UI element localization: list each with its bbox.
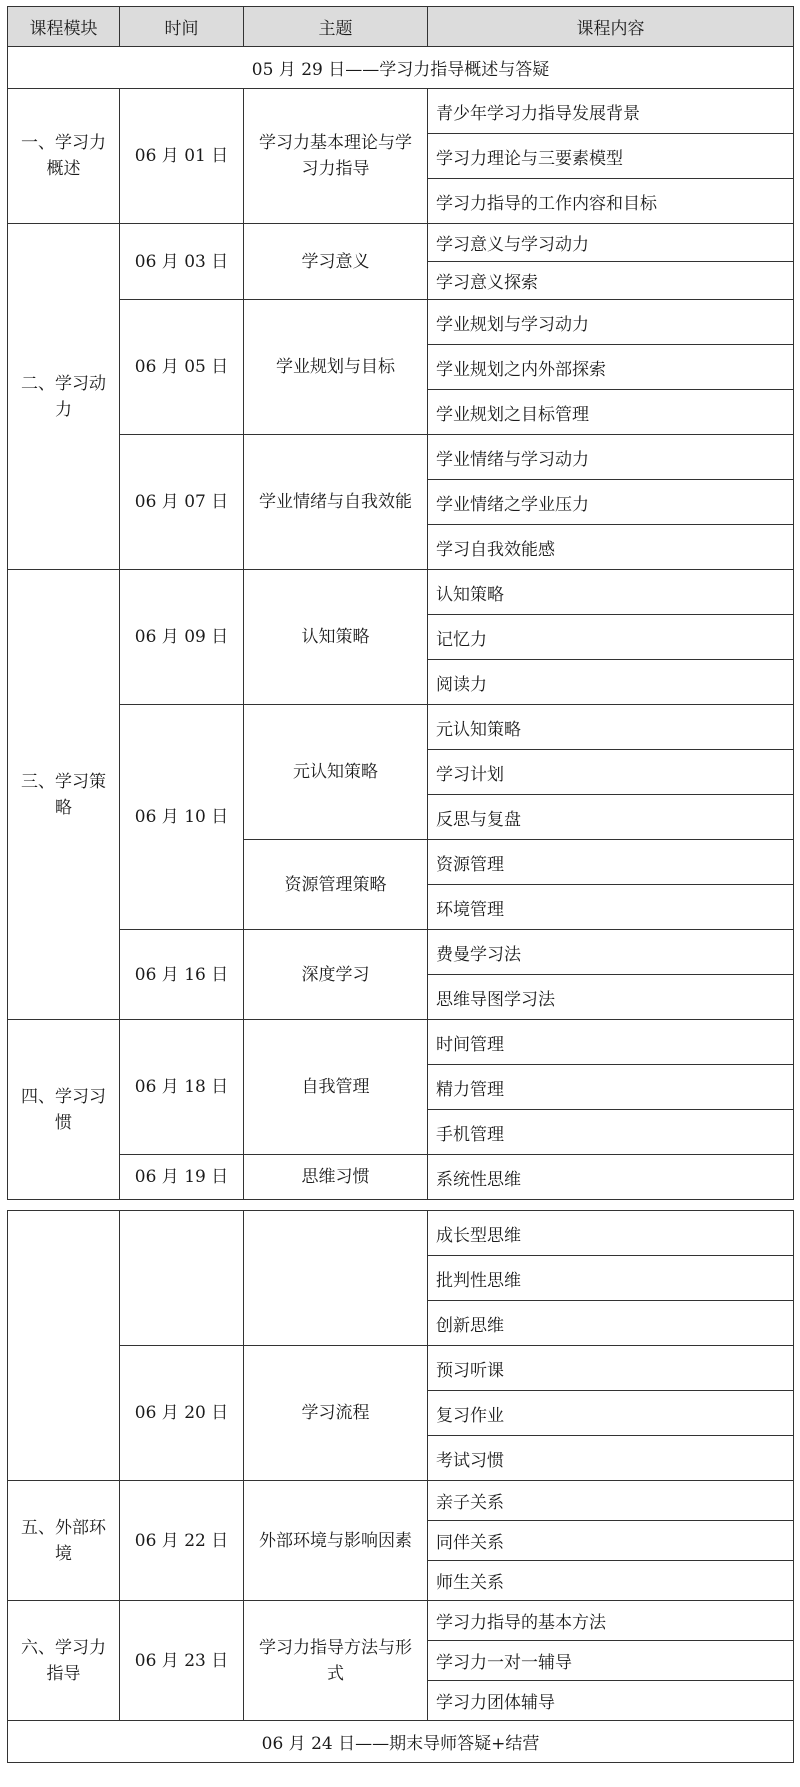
content-cell: 学习力团体辅导 (428, 1681, 794, 1721)
content-cell: 认知策略 (428, 570, 794, 615)
module-cell: 四、学习习惯 (8, 1020, 120, 1200)
content-cell: 学习意义与学习动力 (428, 224, 794, 262)
content-cell: 元认知策略 (428, 705, 794, 750)
topic-cell: 自我管理 (244, 1020, 428, 1155)
content-cell: 阅读力 (428, 660, 794, 705)
topic-cell: 学习意义 (244, 224, 428, 300)
content-cell: 时间管理 (428, 1020, 794, 1065)
date-cell: 06 月 20 日 (120, 1346, 244, 1481)
module-cell: 二、学习动力 (8, 224, 120, 570)
content-cell: 反思与复盘 (428, 795, 794, 840)
date-cell: 06 月 10 日 (120, 705, 244, 930)
module-cell: 三、学习策略 (8, 570, 120, 1020)
content-cell: 学业规划之内外部探索 (428, 345, 794, 390)
date-cell: 06 月 01 日 (120, 89, 244, 224)
topic-cell: 学业情绪与自我效能 (244, 435, 428, 570)
topic-cell-continued (244, 1211, 428, 1346)
course-schedule (7, 6, 794, 1763)
date-cell: 06 月 09 日 (120, 570, 244, 705)
header-module: 课程模块 (8, 7, 120, 47)
header-time: 时间 (120, 7, 244, 47)
closing-session: 06 月 24 日——期末导师答疑+结营 (8, 1721, 794, 1763)
date-cell: 06 月 16 日 (120, 930, 244, 1020)
topic-cell: 学习流程 (244, 1346, 428, 1481)
topic-cell: 思维习惯 (244, 1155, 428, 1200)
content-cell: 学习力一对一辅导 (428, 1641, 794, 1681)
topic-cell: 外部环境与影响因素 (244, 1481, 428, 1601)
content-cell: 学习意义探索 (428, 262, 794, 300)
content-cell: 费曼学习法 (428, 930, 794, 975)
header-row (8, 7, 794, 47)
content-cell: 学业规划之目标管理 (428, 390, 794, 435)
schedule-table-part-1 (7, 6, 794, 1200)
module-cell: 五、外部环境 (8, 1481, 120, 1601)
topic-cell: 深度学习 (244, 930, 428, 1020)
content-cell: 学习计划 (428, 750, 794, 795)
content-cell: 亲子关系 (428, 1481, 794, 1521)
module-cell-continued (8, 1211, 120, 1481)
content-cell: 预习听课 (428, 1346, 794, 1391)
topic-cell: 资源管理策略 (244, 840, 428, 930)
date-cell-continued (120, 1211, 244, 1346)
content-cell: 学业情绪之学业压力 (428, 480, 794, 525)
content-cell: 学业情绪与学习动力 (428, 435, 794, 480)
schedule-table-part-2 (7, 1210, 794, 1763)
topic-cell: 认知策略 (244, 570, 428, 705)
content-cell: 考试习惯 (428, 1436, 794, 1481)
content-cell: 学习力指导的基本方法 (428, 1601, 794, 1641)
date-cell: 06 月 23 日 (120, 1601, 244, 1721)
content-cell: 系统性思维 (428, 1155, 794, 1200)
content-cell: 同伴关系 (428, 1521, 794, 1561)
date-cell: 06 月 07 日 (120, 435, 244, 570)
date-cell: 06 月 03 日 (120, 224, 244, 300)
topic-cell: 元认知策略 (244, 705, 428, 840)
header-topic: 主题 (244, 7, 428, 47)
date-cell: 06 月 18 日 (120, 1020, 244, 1155)
content-cell: 创新思维 (428, 1301, 794, 1346)
opening-session: 05 月 29 日——学习力指导概述与答疑 (8, 47, 794, 89)
content-cell: 思维导图学习法 (428, 975, 794, 1020)
content-cell: 学业规划与学习动力 (428, 300, 794, 345)
content-cell: 学习力理论与三要素模型 (428, 134, 794, 179)
topic-cell: 学业规划与目标 (244, 300, 428, 435)
content-cell: 记忆力 (428, 615, 794, 660)
module-cell: 一、学习力概述 (8, 89, 120, 224)
content-cell: 资源管理 (428, 840, 794, 885)
topic-cell: 学习力基本理论与学习力指导 (244, 89, 428, 224)
module-cell: 六、学习力指导 (8, 1601, 120, 1721)
content-cell: 批判性思维 (428, 1256, 794, 1301)
content-cell: 学习力指导的工作内容和目标 (428, 179, 794, 224)
content-cell: 复习作业 (428, 1391, 794, 1436)
content-cell: 成长型思维 (428, 1211, 794, 1256)
content-cell: 师生关系 (428, 1561, 794, 1601)
date-cell: 06 月 05 日 (120, 300, 244, 435)
content-cell: 精力管理 (428, 1065, 794, 1110)
header-content: 课程内容 (428, 7, 794, 47)
topic-cell: 学习力指导方法与形式 (244, 1601, 428, 1721)
content-cell: 学习自我效能感 (428, 525, 794, 570)
content-cell: 环境管理 (428, 885, 794, 930)
date-cell: 06 月 19 日 (120, 1155, 244, 1200)
date-cell: 06 月 22 日 (120, 1481, 244, 1601)
content-cell: 青少年学习力指导发展背景 (428, 89, 794, 134)
content-cell: 手机管理 (428, 1110, 794, 1155)
